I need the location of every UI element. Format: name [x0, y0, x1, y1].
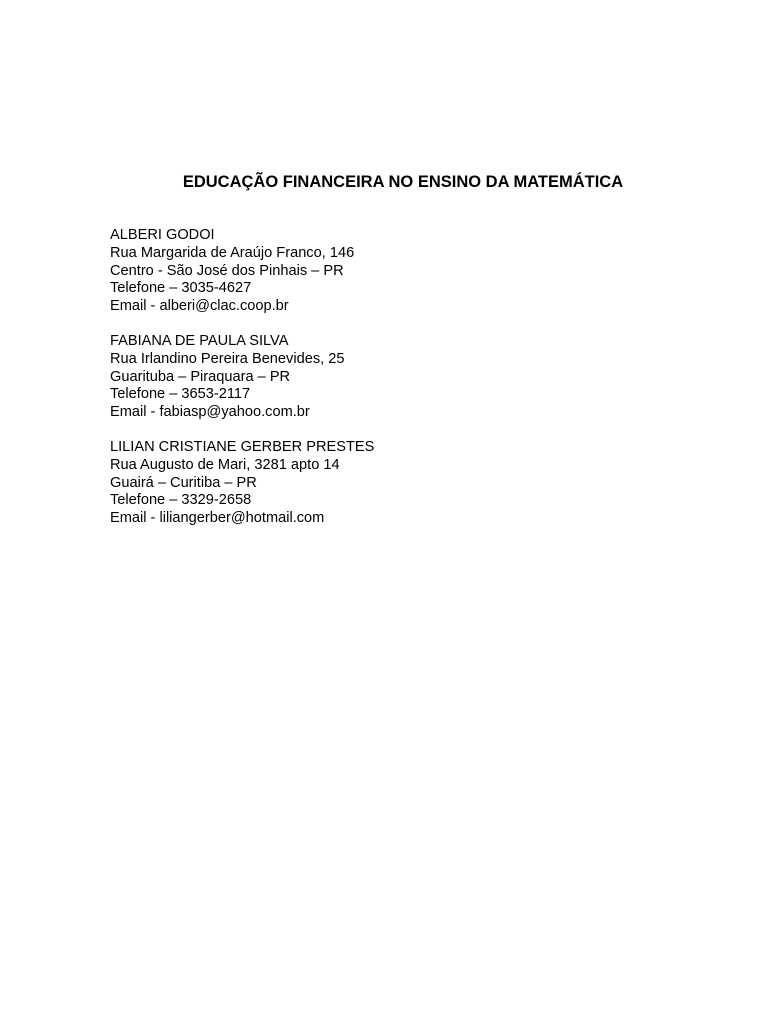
author-list [110, 227, 710, 545]
author-block-2 [110, 333, 710, 422]
author-block-1 [110, 227, 710, 316]
author-phone: Telefone – 3329-2658 [110, 492, 252, 509]
author-city: Guairá – Curitiba – PR [110, 474, 257, 491]
author-phone: Telefone – 3653-2117 [110, 386, 251, 403]
author-name: ALBERI GODOI [110, 227, 215, 243]
author-city: Guarituba – Piraquara – PR [110, 368, 291, 385]
author-email: Email - liliangerber@hotmail.com [110, 510, 325, 527]
document-title: EDUCAÇÃO FINANCEIRA NO ENSINO DA MATEMÁTICA [182, 173, 624, 191]
author-name: FABIANA DE PAULA SILVA [110, 332, 289, 349]
author-block-3 [110, 439, 710, 528]
author-name: LILIAN CRISTIANE GERBER PRESTES [110, 438, 375, 455]
author-email: Email - fabiasp@yahoo.com.br [110, 404, 310, 421]
author-address: Rua Margarida de Araújo Franco, 146 [110, 244, 355, 261]
author-phone: Telefone – 3035-4627 [110, 280, 252, 297]
author-email: Email - alberi@clac.coop.br [110, 298, 289, 315]
author-address: Rua Irlandino Pereira Benevides, 25 [110, 350, 345, 367]
author-city: Centro - São José dos Pinhais – PR [110, 262, 344, 279]
author-address: Rua Augusto de Mari, 3281 apto 14 [110, 456, 340, 473]
